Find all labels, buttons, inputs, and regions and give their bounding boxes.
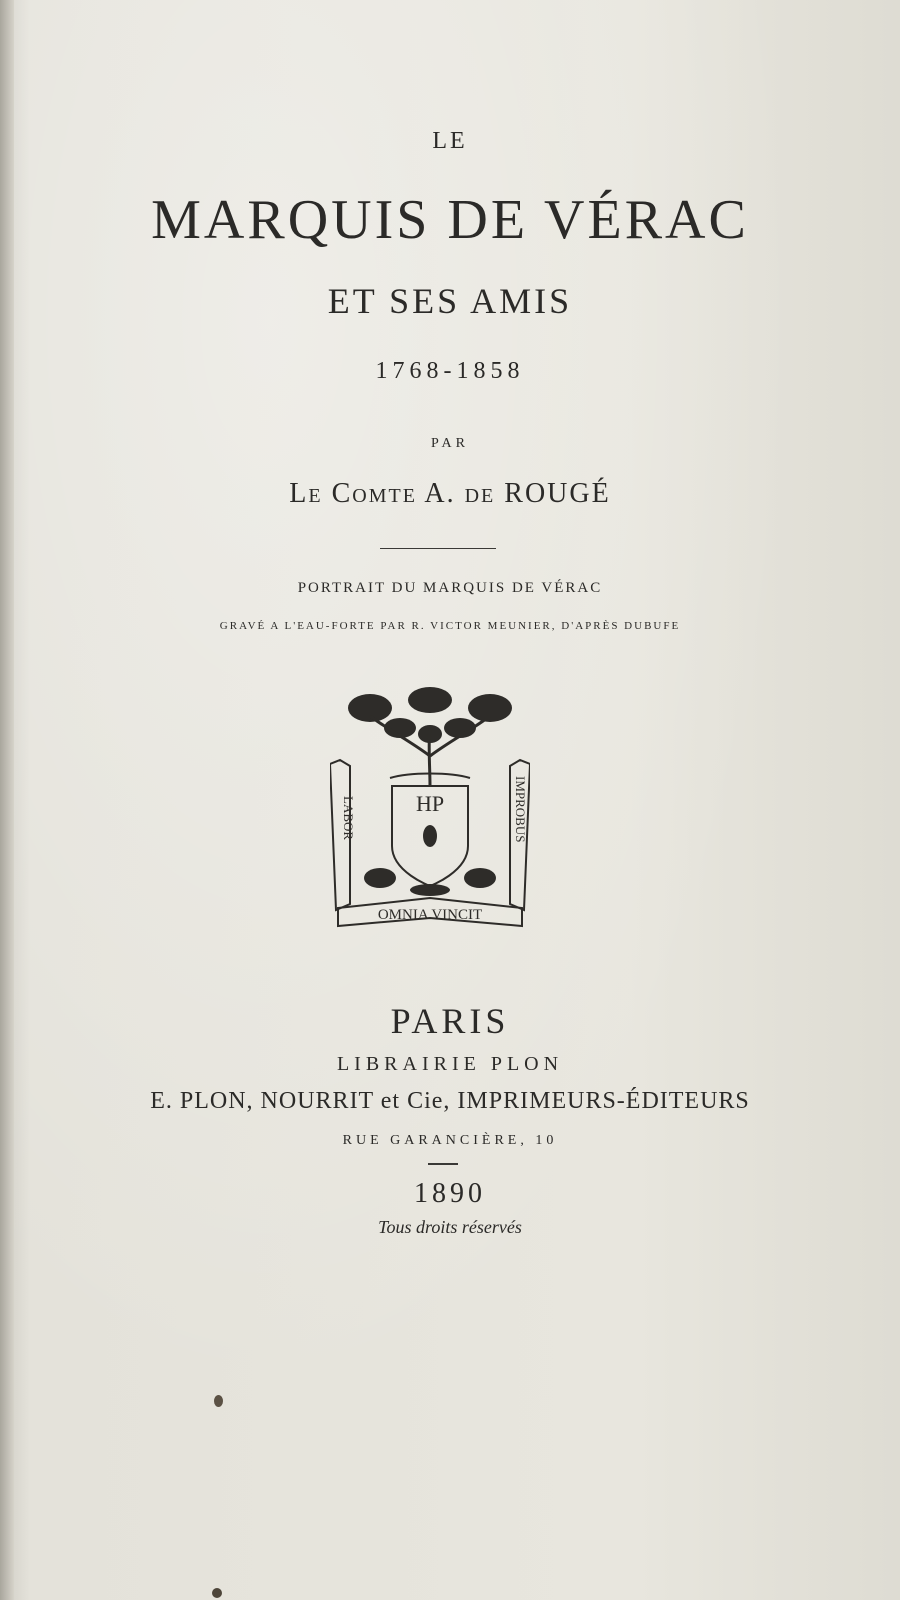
portrait-caption: PORTRAIT DU MARQUIS DE VÉRAC <box>297 580 603 596</box>
by-label: PAR <box>431 436 469 451</box>
rights-notice: Tous droits réservés <box>378 1217 522 1237</box>
imprint-city: PARIS <box>390 1001 510 1041</box>
short-divider <box>428 1163 458 1165</box>
date-range: 1768-1858 <box>375 358 525 384</box>
banner-right-text: IMPROBUS <box>513 776 528 843</box>
book-title: MARQUIS DE VÉRAC <box>151 189 749 251</box>
imprint-publisher: LIBRAIRIE PLON <box>336 1053 564 1075</box>
banner-left-text: LABOR <box>341 796 356 841</box>
book-subtitle: ET SES AMIS <box>327 281 573 321</box>
paper-stain <box>212 1588 222 1598</box>
divider-rule <box>380 548 496 549</box>
author-name: Le Comte A. de ROUGÉ <box>289 478 611 509</box>
banner-bottom-text: OMNIA VINCIT <box>377 907 483 923</box>
imprint-address: RUE GARANCIÈRE, 10 <box>342 1133 558 1148</box>
imprint-printers: E. PLON, NOURRIT et Cie, IMPRIMEURS-ÉDITEURS <box>150 1088 750 1114</box>
engraving-credit: GRAVÉ A L'EAU-FORTE PAR R. VICTOR MEUNIER, D'APRÈS DUBUFE <box>219 620 681 632</box>
paper-stain <box>214 1395 223 1407</box>
title-article: LE <box>432 128 468 154</box>
printer-mark-emblem <box>330 686 530 940</box>
monogram-text: HP <box>415 791 445 816</box>
publication-year: 1890 <box>414 1178 486 1209</box>
